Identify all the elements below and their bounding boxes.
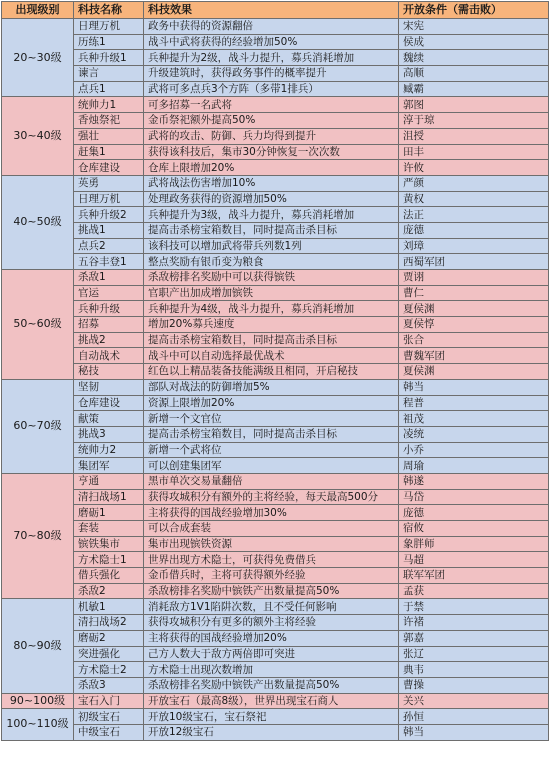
level-cell: 80~90级 <box>2 599 74 693</box>
condition-cell: 韩遂 <box>399 473 549 489</box>
table-row <box>2 160 549 176</box>
table-row <box>2 426 549 442</box>
condition-cell: 高顺 <box>399 66 549 82</box>
condition-cell: 庞德 <box>399 505 549 521</box>
level-cell: 20~30级 <box>2 19 74 97</box>
tech-effect-cell: 世界出现方术隐士，可获得免费借兵 <box>144 552 399 568</box>
tech-name-cell: 突进强化 <box>74 646 144 662</box>
table-row <box>2 395 549 411</box>
condition-cell: 曹操 <box>399 677 549 693</box>
tech-name-cell: 方术隐士1 <box>74 552 144 568</box>
tech-effect-cell: 战斗中武将获得的经验增加50% <box>144 34 399 50</box>
tech-effect-cell: 提高击杀榜宝箱数目，同时提高击杀目标 <box>144 222 399 238</box>
condition-cell: 典韦 <box>399 662 549 678</box>
condition-cell: 许褚 <box>399 615 549 631</box>
condition-cell: 曹魏军团 <box>399 348 549 364</box>
condition-cell: 刘璋 <box>399 238 549 254</box>
tech-name-cell: 磨砺1 <box>74 505 144 521</box>
tech-effect-cell: 杀敌榜排名奖励中镔铁产出数量提高50% <box>144 677 399 693</box>
tech-name-cell: 挑战1 <box>74 222 144 238</box>
tech-effect-cell: 提高击杀榜宝箱数目，同时提高击杀目标 <box>144 332 399 348</box>
condition-cell: 夏侯渊 <box>399 301 549 317</box>
tech-name-cell: 赶集1 <box>74 144 144 160</box>
tech-name-cell: 清扫战场1 <box>74 489 144 505</box>
condition-cell: 曹仁 <box>399 285 549 301</box>
tech-effect-cell: 兵种提升为2级，战斗力提升，募兵消耗增加 <box>144 50 399 66</box>
level-cell: 40~50级 <box>2 175 74 269</box>
tech-effect-cell: 官职产出加成增加镔铁 <box>144 285 399 301</box>
level-cell: 50~60级 <box>2 270 74 380</box>
tech-effect-cell: 处理政务获得的资源增加50% <box>144 191 399 207</box>
tech-name-cell: 统帅力1 <box>74 97 144 113</box>
header-row <box>2 2 549 19</box>
condition-cell: 庞德 <box>399 222 549 238</box>
tech-effect-cell: 集市出现镔铁资源 <box>144 536 399 552</box>
tech-name-cell: 杀敌1 <box>74 270 144 286</box>
condition-cell: 西蜀军团 <box>399 254 549 270</box>
table-row <box>2 646 549 662</box>
table-row <box>2 128 549 144</box>
condition-cell: 联军军团 <box>399 568 549 584</box>
table-row <box>2 411 549 427</box>
tech-name-cell: 亨通 <box>74 473 144 489</box>
tech-name-cell: 套装 <box>74 521 144 537</box>
tech-name-cell: 英勇 <box>74 175 144 191</box>
tech-name-cell: 机敏1 <box>74 599 144 615</box>
table-row <box>2 175 549 191</box>
condition-cell: 马岱 <box>399 489 549 505</box>
condition-cell: 孟获 <box>399 583 549 599</box>
tech-name-cell: 宝石入门 <box>74 693 144 709</box>
tech-name-cell: 坚韧 <box>74 379 144 395</box>
table-body <box>2 19 549 741</box>
tech-name-cell: 镔铁集市 <box>74 536 144 552</box>
tech-effect-cell: 金币祭祀额外提高50% <box>144 113 399 129</box>
tech-name-cell: 集团军 <box>74 458 144 474</box>
condition-cell: 凌统 <box>399 426 549 442</box>
tech-effect-cell: 整点奖励有银币变为粮食 <box>144 254 399 270</box>
table-row <box>2 505 549 521</box>
condition-cell: 孙恒 <box>399 709 549 725</box>
condition-cell: 夏侯惇 <box>399 317 549 333</box>
condition-cell: 小乔 <box>399 442 549 458</box>
condition-cell: 宋宪 <box>399 19 549 35</box>
tech-effect-cell: 武将战法伤害增加10% <box>144 175 399 191</box>
table-row <box>2 238 549 254</box>
tech-name-cell: 杀敌2 <box>74 583 144 599</box>
tech-effect-cell: 新增一个武将位 <box>144 442 399 458</box>
tech-name-cell: 日理万机 <box>74 191 144 207</box>
tech-effect-cell: 己方人数大于敌方两倍即可突进 <box>144 646 399 662</box>
tech-name-cell: 中级宝石 <box>74 724 144 740</box>
tech-name-cell: 兵种升级2 <box>74 207 144 223</box>
tech-effect-cell: 部队对战法的防御增加5% <box>144 379 399 395</box>
tech-name-cell: 仓库建设 <box>74 395 144 411</box>
table-row <box>2 66 549 82</box>
tech-name-cell: 挑战3 <box>74 426 144 442</box>
tech-effect-cell: 杀敌榜排名奖励中可以获得镔铁 <box>144 270 399 286</box>
condition-cell: 韩当 <box>399 379 549 395</box>
table-row <box>2 364 549 380</box>
table-row <box>2 693 549 709</box>
tech-name-cell: 磨砺2 <box>74 630 144 646</box>
table-row <box>2 677 549 693</box>
condition-cell: 祖茂 <box>399 411 549 427</box>
tech-effect-cell: 增加20%募兵速度 <box>144 317 399 333</box>
table-row <box>2 254 549 270</box>
condition-cell: 程普 <box>399 395 549 411</box>
tech-effect-cell: 资源上限增加20% <box>144 395 399 411</box>
tech-effect-cell: 开放12级宝石 <box>144 724 399 740</box>
table-row <box>2 348 549 364</box>
condition-cell: 马超 <box>399 552 549 568</box>
tech-name-cell: 香烛祭祀 <box>74 113 144 129</box>
tech-name-cell: 方术隐士2 <box>74 662 144 678</box>
tech-name-cell: 五谷丰登1 <box>74 254 144 270</box>
tech-name-cell: 官运 <box>74 285 144 301</box>
header-level: 出现级别 <box>2 2 74 19</box>
level-cell: 100~110级 <box>2 709 74 740</box>
tech-effect-cell: 兵种提升为4级，战斗力提升，募兵消耗增加 <box>144 301 399 317</box>
tech-effect-cell: 政务中获得的资源翻倍 <box>144 19 399 35</box>
tech-effect-cell: 开放10级宝石，宝石祭祀 <box>144 709 399 725</box>
tech-table <box>1 1 549 741</box>
table-row <box>2 630 549 646</box>
table-row <box>2 473 549 489</box>
table-row <box>2 552 549 568</box>
table-row <box>2 317 549 333</box>
tech-effect-cell: 提高击杀榜宝箱数目，同时提高击杀目标 <box>144 426 399 442</box>
tech-effect-cell: 获得攻城积分有更多的额外主将经验 <box>144 615 399 631</box>
tech-effect-cell: 开放宝石（最高8级），世界出现宝石商人 <box>144 693 399 709</box>
table-row <box>2 521 549 537</box>
tech-effect-cell: 可以创建集团军 <box>144 458 399 474</box>
level-cell: 70~80级 <box>2 473 74 599</box>
tech-effect-cell: 兵种提升为3级，战斗力提升，募兵消耗增加 <box>144 207 399 223</box>
tech-effect-cell: 金币借兵时，主将可获得额外经验 <box>144 568 399 584</box>
tech-effect-cell: 该科技可以增加武将带兵列数1列 <box>144 238 399 254</box>
condition-cell: 贾诩 <box>399 270 549 286</box>
condition-cell: 于禁 <box>399 599 549 615</box>
tech-name-cell: 仓库建设 <box>74 160 144 176</box>
table-row <box>2 270 549 286</box>
table-row <box>2 81 549 97</box>
condition-cell: 韩当 <box>399 724 549 740</box>
header-effect: 科技效果 <box>144 2 399 19</box>
table-row <box>2 332 549 348</box>
header-name: 科技名称 <box>74 2 144 19</box>
table-header <box>2 2 549 19</box>
table-row <box>2 222 549 238</box>
table-row <box>2 724 549 740</box>
condition-cell: 严颜 <box>399 175 549 191</box>
tech-effect-cell: 可多招募一名武将 <box>144 97 399 113</box>
table-row <box>2 97 549 113</box>
condition-cell: 侯成 <box>399 34 549 50</box>
tech-effect-cell: 武将的攻击、防御、兵力均得到提升 <box>144 128 399 144</box>
tech-effect-cell: 武将可多点兵3个方阵（多带1排兵） <box>144 81 399 97</box>
tech-effect-cell: 主将获得的国战经验增加30% <box>144 505 399 521</box>
tech-effect-cell: 获得该科技后，集市30分钟恢复一次次数 <box>144 144 399 160</box>
condition-cell: 田丰 <box>399 144 549 160</box>
table-row <box>2 19 549 35</box>
tech-name-cell: 谏言 <box>74 66 144 82</box>
tech-effect-cell: 新增一个文官位 <box>144 411 399 427</box>
condition-cell: 周瑜 <box>399 458 549 474</box>
tech-name-cell: 兵种升级 <box>74 301 144 317</box>
tech-name-cell: 杀敌3 <box>74 677 144 693</box>
table-row <box>2 458 549 474</box>
tech-name-cell: 统帅力2 <box>74 442 144 458</box>
table-row <box>2 285 549 301</box>
table-row <box>2 599 549 615</box>
condition-cell: 淳于琼 <box>399 113 549 129</box>
condition-cell: 郭图 <box>399 97 549 113</box>
tech-effect-cell: 升级建筑时，获得政务事件的概率提升 <box>144 66 399 82</box>
table-row <box>2 191 549 207</box>
tech-effect-cell: 战斗中可以自动选择最优战术 <box>144 348 399 364</box>
condition-cell: 象胖师 <box>399 536 549 552</box>
tech-name-cell: 日理万机 <box>74 19 144 35</box>
tech-effect-cell: 红色以上精品装备技能满级且相同，开启秘技 <box>144 364 399 380</box>
tech-name-cell: 献策 <box>74 411 144 427</box>
condition-cell: 关兴 <box>399 693 549 709</box>
tech-name-cell: 初级宝石 <box>74 709 144 725</box>
condition-cell: 许攸 <box>399 160 549 176</box>
tech-name-cell: 兵种升级1 <box>74 50 144 66</box>
tech-name-cell: 清扫战场2 <box>74 615 144 631</box>
level-cell: 90~100级 <box>2 693 74 709</box>
tech-effect-cell: 黑市单次交易量翻倍 <box>144 473 399 489</box>
table-row <box>2 583 549 599</box>
tech-effect-cell: 杀敌榜排名奖励中镔铁产出数量提高50% <box>144 583 399 599</box>
level-cell: 30~40级 <box>2 97 74 175</box>
tech-name-cell: 借兵强化 <box>74 568 144 584</box>
table-row <box>2 379 549 395</box>
condition-cell: 夏侯渊 <box>399 364 549 380</box>
table-row <box>2 489 549 505</box>
tech-name-cell: 自动战术 <box>74 348 144 364</box>
tech-name-cell: 点兵2 <box>74 238 144 254</box>
table-row <box>2 709 549 725</box>
table-row <box>2 536 549 552</box>
condition-cell: 黄权 <box>399 191 549 207</box>
header-condition: 开放条件（需击败） <box>399 2 549 19</box>
condition-cell: 张辽 <box>399 646 549 662</box>
tech-name-cell: 历练1 <box>74 34 144 50</box>
condition-cell: 臧霸 <box>399 81 549 97</box>
tech-name-cell: 招募 <box>74 317 144 333</box>
table-row <box>2 301 549 317</box>
table-row <box>2 615 549 631</box>
condition-cell: 宿攸 <box>399 521 549 537</box>
table-row <box>2 34 549 50</box>
level-cell: 60~70级 <box>2 379 74 473</box>
condition-cell: 沮授 <box>399 128 549 144</box>
tech-effect-cell: 主将获得的国战经验增加20% <box>144 630 399 646</box>
table-row <box>2 568 549 584</box>
table-row <box>2 207 549 223</box>
tech-name-cell: 秘技 <box>74 364 144 380</box>
tech-name-cell: 点兵1 <box>74 81 144 97</box>
tech-name-cell: 挑战2 <box>74 332 144 348</box>
tech-effect-cell: 可以合成套装 <box>144 521 399 537</box>
tech-name-cell: 强壮 <box>74 128 144 144</box>
tech-effect-cell: 仓库上限增加20% <box>144 160 399 176</box>
table-row <box>2 442 549 458</box>
tech-effect-cell: 消耗敌方1V1陷阱次数，且不受任何影响 <box>144 599 399 615</box>
table-row <box>2 113 549 129</box>
condition-cell: 郭嘉 <box>399 630 549 646</box>
table-row <box>2 50 549 66</box>
condition-cell: 张合 <box>399 332 549 348</box>
tech-effect-cell: 获得攻城积分有额外的主将经验，每天最高500分 <box>144 489 399 505</box>
condition-cell: 法正 <box>399 207 549 223</box>
table-row <box>2 144 549 160</box>
table-row <box>2 662 549 678</box>
condition-cell: 魏续 <box>399 50 549 66</box>
tech-effect-cell: 方术隐士出现次数增加 <box>144 662 399 678</box>
